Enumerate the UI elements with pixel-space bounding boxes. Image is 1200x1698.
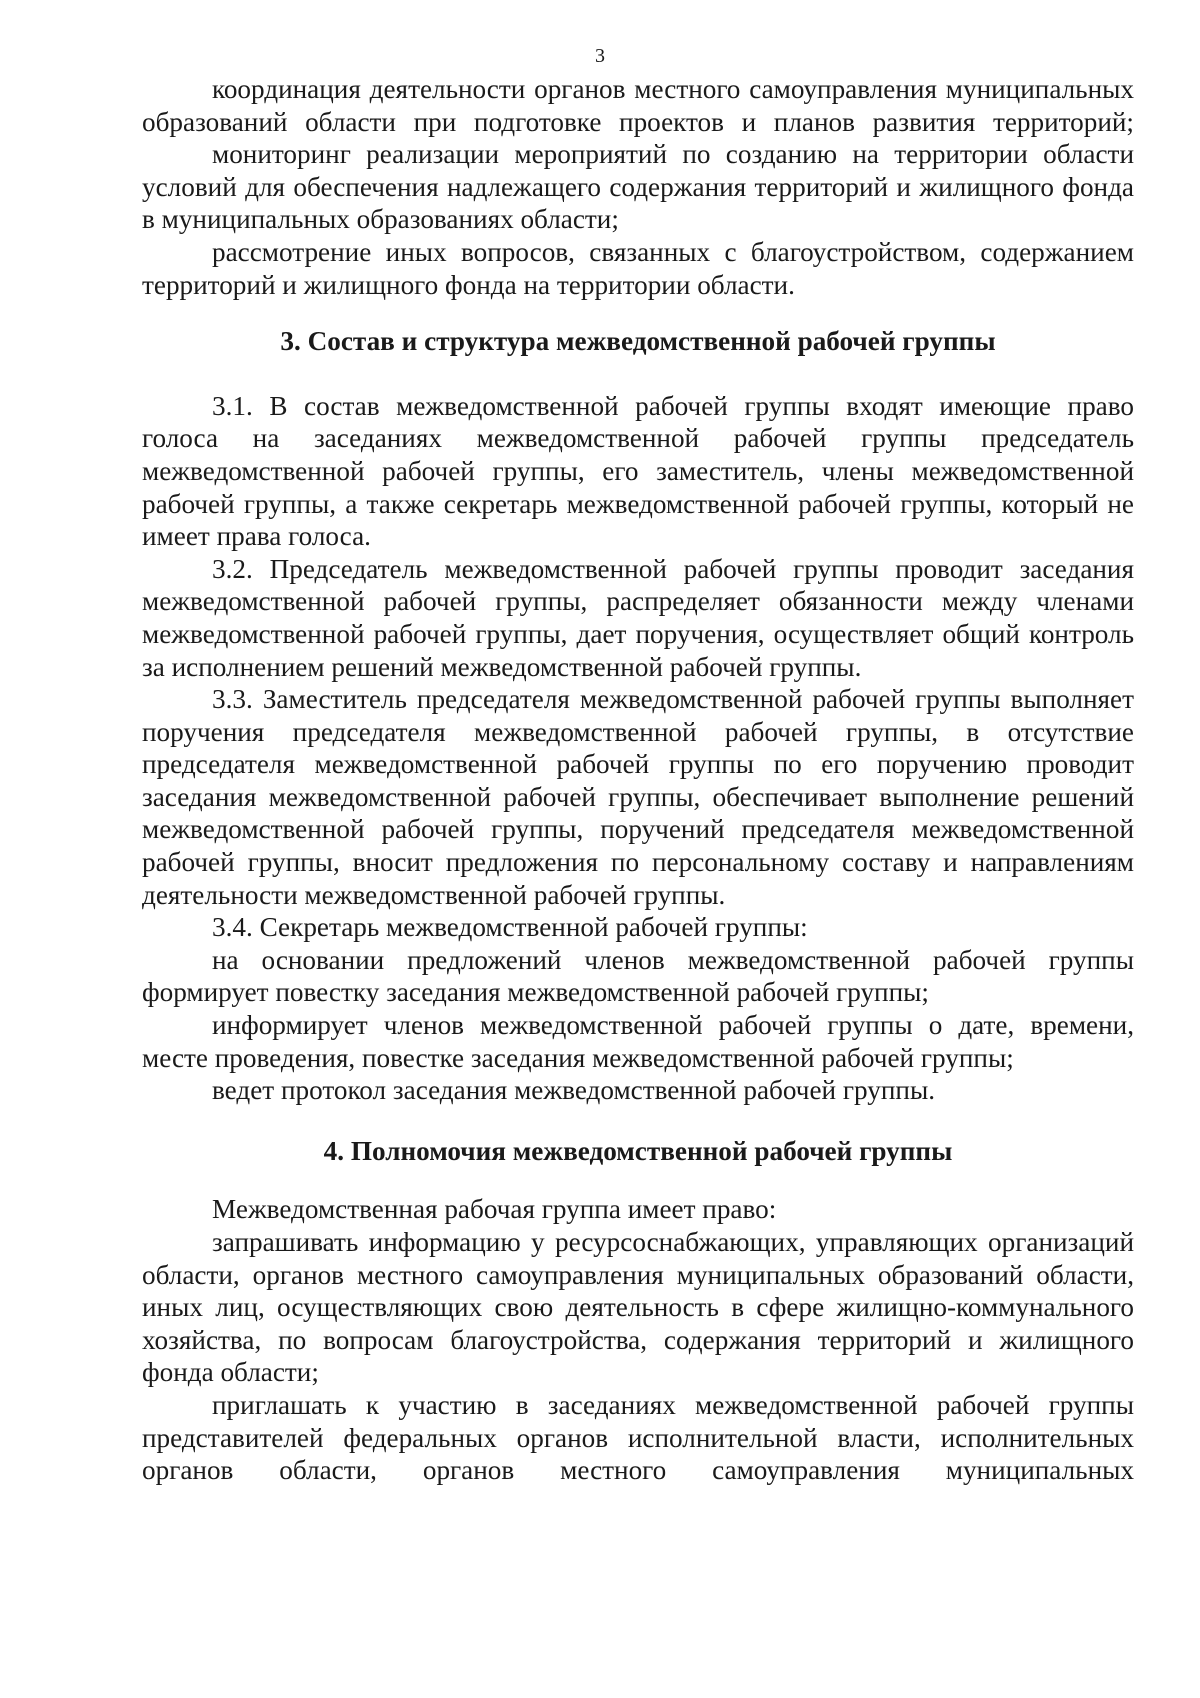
paragraph-3-1: 3.1. В состав межведомственной рабочей группы входят имеющие право голоса на заседаниях межведомственной рабочей группы председатель межведомственной рабочей группы, его заместитель, члены межведомственной рабочей группы, а также секретарь межведомственной рабочей группы, который не имеет права голоса.	[142, 390, 1134, 552]
paragraph-4-request: запрашивать информацию у ресурсоснабжающих, управляющих организаций области, органов местного самоуправления муниципальных образований области, иных лиц, осуществляющих свою деятельность в сфере жилищно-коммунального хозяйства, по вопросам благоустройства, содержания территорий и жилищного фонда области;	[142, 1227, 1134, 1388]
paragraph-4-invite: приглашать к участию в заседаниях межведомственной рабочей группы представителей федеральных органов исполнительной власти, исполнительных органов области, органов местного самоуправления муниципальных	[142, 1389, 1134, 1486]
paragraph-4-intro: Межведомственная рабочая группа имеет право:	[212, 1194, 777, 1225]
paragraph-monitoring: мониторинг реализации мероприятий по созданию на территории области условий для обеспечения надлежащего содержания территорий и жилищного фонда в муниципальных образованиях области;	[142, 139, 1134, 235]
document-body	[142, 73, 1134, 1487]
paragraph-3-4-protocol: ведет протокол заседания межведомственной рабочей группы.	[212, 1075, 936, 1106]
paragraph-3-2: 3.2. Председатель межведомственной рабочей группы проводит заседания межведомственной рабочей группы, распределяет обязанности между членами межведомственной рабочей группы, дает поручения, осуществляет общий контроль за исполнением решений межведомственной рабочей группы.	[142, 553, 1134, 682]
paragraph-3-3: 3.3. Заместитель председателя межведомственной рабочей группы выполняет поручения председателя межведомственной рабочей группы, в отсутствие председателя межведомственной рабочей группы по его поручению проводит заседания межведомственной рабочей группы, обеспечивает выполнение решений межведомственной рабочей группы, поручений председателя межведомственной рабочей группы, вносит предложения по персональному составу и направлениям деятельности межведомственной рабочей группы.	[142, 684, 1134, 910]
section-3-heading: 3. Состав и структура межведомственной рабочей группы	[280, 326, 996, 357]
paragraph-other-questions: рассмотрение иных вопросов, связанных с благоустройством, содержанием территорий и жилищного фонда на территории области.	[142, 236, 1134, 300]
section-4-heading: 4. Полномочия межведомственной рабочей группы	[323, 1135, 953, 1166]
paragraph-3-4-inform: информирует членов межведомственной рабочей группы о дате, времени, месте проведения, повестке заседания межведомственной рабочей группы;	[142, 1010, 1134, 1073]
paragraph-3-4: 3.4. Секретарь межведомственной рабочей группы:	[212, 912, 808, 943]
paragraph-coordination: координация деятельности органов местного самоуправления муниципальных образований области при подготовке проектов и планов развития территорий;	[142, 74, 1134, 137]
page-number: 3	[595, 45, 605, 67]
paragraph-3-4-agenda: на основании предложений членов межведомственной рабочей группы формирует повестку заседания межведомственной рабочей группы;	[142, 944, 1134, 1008]
